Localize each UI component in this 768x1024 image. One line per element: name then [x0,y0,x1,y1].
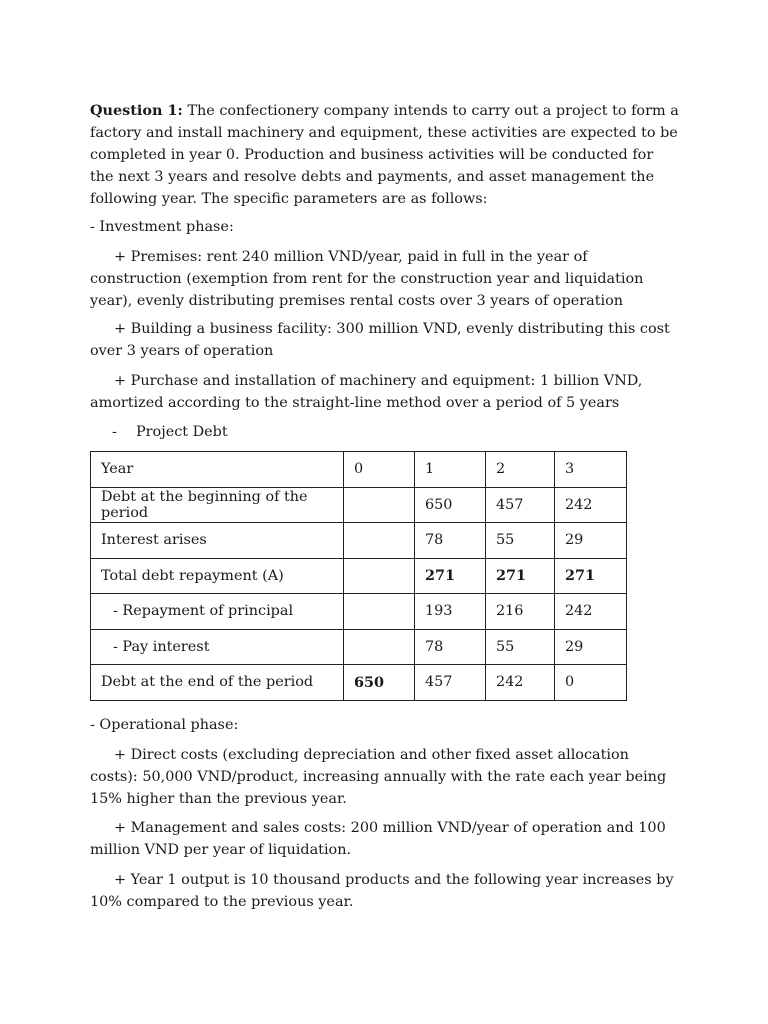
operational-item-direct-costs: + Direct costs (excluding depreciation and other fixed asset allocation costs): 50,000 VND/product, increasing annually with the rate each year being 15% higher than the previous year. [90,747,667,807]
project-debt-heading [112,421,228,443]
header-cell: Year [91,452,344,488]
table-cell: 78 [415,629,486,665]
investment-heading: - Investment phase: [90,219,234,235]
row-label: Debt at the end of the period [91,665,344,701]
investment-item-premises: + Premises: rent 240 million VND/year, paid in full in the year of construction (exemption from rent for the construction year and liquidation year), evenly distributing premises rental costs over 3 years of operation [90,249,644,309]
table-row [91,594,627,630]
header-cell: 2 [486,452,555,488]
table-cell: 216 [486,594,555,630]
table-cell [344,558,415,594]
table-cell: 0 [555,665,627,701]
header-cell: 3 [555,452,627,488]
table-cell [344,523,415,559]
table-cell: 78 [415,523,486,559]
project-debt-label: Project Debt [136,424,228,440]
operational-item-management-costs: + Management and sales costs: 200 million VND/year of operation and 100 million VND per year of liquidation. [90,820,666,858]
question-paragraph [90,100,680,210]
row-label: Debt at the beginning of the period [91,487,344,523]
table-cell: 271 [486,558,555,594]
table-cell: 242 [555,594,627,630]
table-cell: 271 [555,558,627,594]
table-cell [344,487,415,523]
table-row [91,665,627,701]
table-cell: 271 [415,558,486,594]
table-row [91,487,627,523]
investment-item-facility: + Building a business facility: 300 million VND, evenly distributing this cost over 3 years of operation [90,321,670,359]
table-cell: 650 [344,665,415,701]
table-cell: 457 [486,487,555,523]
table-cell: 29 [555,629,627,665]
table-row [91,558,627,594]
table-cell: 193 [415,594,486,630]
table-cell [344,629,415,665]
operational-heading: - Operational phase: [90,717,239,733]
table-row [91,523,627,559]
row-label: Interest arises [91,523,344,559]
table-cell: 242 [555,487,627,523]
question-label: Question 1: [90,102,183,119]
row-label: Total debt repayment (A) [91,558,344,594]
project-debt-dash: - [112,424,117,440]
table-cell: 457 [415,665,486,701]
table-cell [344,594,415,630]
row-label: - Repayment of principal [91,594,344,630]
operational-item-output: + Year 1 output is 10 thousand products and the following year increases by 10% compared to the previous year. [90,872,674,910]
header-cell: 0 [344,452,415,488]
table-cell: 242 [486,665,555,701]
question-intro: The confectionery company intends to carry out a project to form a factory and install machinery and equipment, these activities are expected to be completed in year 0. Production and business activities will be conducted for the next 3 years and resolve debts and payments, and asset management the following year. The specific parameters are as follows: [90,103,679,207]
table-cell: 29 [555,523,627,559]
investment-item-machinery: + Purchase and installation of machinery and equipment: 1 billion VND, amortized according to the straight-line method over a period of 5 years [90,373,643,411]
row-label: - Pay interest [91,629,344,665]
table-cell: 650 [415,487,486,523]
table-cell: 55 [486,523,555,559]
table-header-row [91,452,627,488]
header-cell: 1 [415,452,486,488]
debt-table [90,451,627,701]
table-row [91,629,627,665]
table-cell: 55 [486,629,555,665]
